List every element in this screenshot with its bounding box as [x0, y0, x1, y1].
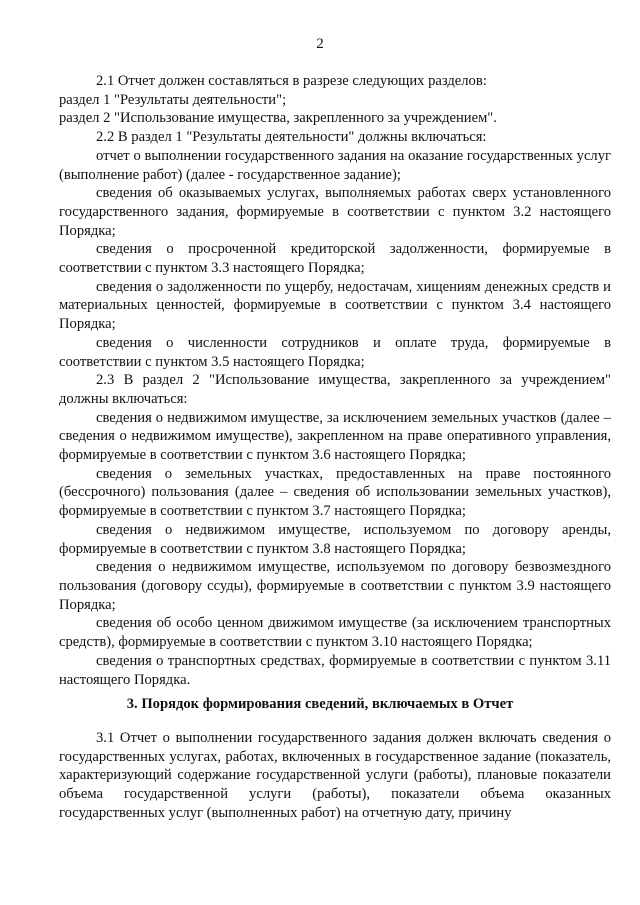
paragraph-2-2: 2.2 В раздел 1 "Результаты деятельности" должны включаться:: [96, 129, 487, 146]
section-3-heading: 3. Порядок формирования сведений, включаемых в Отчет: [126, 696, 514, 712]
paragraph-real-estate: сведения о недвижимом имуществе, за исключением земельных участков (далее – сведения о недвижимом имуществе), закрепленном на праве оперативного управления, формируемые в соответствии с пунктом 3.6 настоящего Порядка;: [59, 409, 611, 464]
section-3-text: [59, 729, 611, 823]
paragraph-staff-pay: сведения о численности сотрудников и оплате труда, формируемые в соответствии с пунктом 3.5 настоящего Порядка;: [59, 334, 611, 370]
paragraph-section-2-item: раздел 2 "Использование имущества, закрепленного за учреждением".: [59, 110, 497, 127]
paragraph-vehicles: сведения о транспортных средствах, формируемые в соответствии с пунктом 3.11 настоящего Порядка.: [59, 652, 611, 688]
section-2-text: [59, 72, 611, 689]
paragraph-3-1: 3.1 Отчет о выполнении государственного задания должен включать сведения о государственных услугах, работах, включенных в государственное задание (показатель, характеризующий содержание государственной услуги (работы), плановые показатели объема государственной услуги (работы), показатели объема оказанных государственных услуг (выполненных работ) на отчетную дату, причину: [59, 730, 611, 821]
paragraph-2-3: 2.3 В раздел 2 "Использование имущества, закрепленного за учреждением" должны включаться:: [59, 372, 611, 407]
paragraph-land-plots: сведения о земельных участках, предоставленных на праве постоянного (бессрочного) пользования (далее – сведения об использовании земельных участков), формируемые в соответствии с пунктом 3.7 настоящего Порядка;: [59, 465, 611, 520]
paragraph-extra-services: сведения об оказываемых услугах, выполняемых работах сверх установленного государственного задания, формируемые в соответствии с пунктом 3.2 настоящего Порядка;: [59, 185, 611, 239]
paragraph-section-1-item: раздел 1 "Результаты деятельности";: [59, 91, 287, 108]
paragraph-state-task-report: отчет о выполнении государственного задания на оказание государственных услуг (выполнение работ) (далее - государственное задание);: [59, 147, 611, 183]
paragraph-free-use: сведения о недвижимом имуществе, используемом по договору безвозмездного пользования (договору ссуды), формируемые в соответствии с пунктом 3.9 настоящего Порядка;: [59, 559, 611, 613]
paragraph-lease: сведения о недвижимом имуществе, используемом по договору аренды, формируемые в соответствии с пунктом 3.8 настоящего Порядка;: [59, 521, 611, 557]
paragraph-valuable-movables: сведения об особо ценном движимом имуществе (за исключением транспортных средств), формируемые в соответствии с пунктом 3.10 настоящего Порядка;: [59, 615, 611, 651]
page-number: 2: [316, 36, 324, 52]
paragraph-overdue-debt: сведения о просроченной кредиторской задолженности, формируемые в соответствии с пунктом 3.3 настоящего Порядка;: [59, 241, 611, 277]
paragraph-damage-debt: сведения о задолженности по ущербу, недостачам, хищениям денежных средств и материальных ценностей, формируемые в соответствии с пунктом 3.4 настоящего Порядка;: [59, 278, 611, 333]
paragraph-2-1: 2.1 Отчет должен составляться в разрезе следующих разделов:: [96, 73, 487, 89]
